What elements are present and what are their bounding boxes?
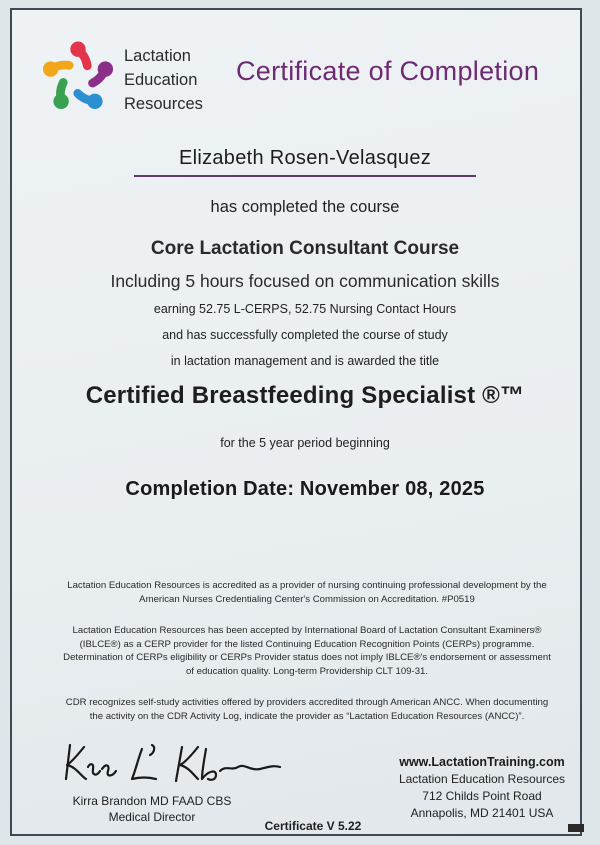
- awarded-line: in lactation management and is awarded the title: [170, 354, 440, 368]
- awarded-title: Certified Breastfeeding Specialist ®™: [85, 382, 525, 409]
- completed-line: has completed the course: [210, 198, 400, 216]
- people-circle-logo-icon: [30, 30, 126, 126]
- address-block: [382, 754, 582, 822]
- logo-figure: [78, 93, 103, 109]
- fine-print-line: American Nurses Credentialing Center's Commission on Accreditation. #P0519: [139, 593, 475, 605]
- address-city: Annapolis, MD 21401 USA: [410, 806, 554, 820]
- certificate-title: Certificate of Completion: [236, 56, 540, 86]
- iblce-accreditation-text: [42, 624, 572, 678]
- fine-print-line: of education quality. Long-term Providership CLT 109-31.: [185, 665, 429, 677]
- signatory-name: Kirra Brandon MD FAAD CBS: [72, 794, 232, 808]
- org-name: [124, 44, 234, 116]
- completion-date: Completion Date: November 08, 2025: [125, 478, 485, 500]
- org-name-line: Resources: [124, 95, 203, 113]
- fine-print-line: the activity on the CDR Activity Log, indicate the provider as “Lactation Education Resources (ANCC)”.: [89, 710, 525, 722]
- corner-mark: [568, 824, 584, 832]
- credits-line: earning 52.75 L-CERPS, 52.75 Nursing Contact Hours: [153, 302, 457, 316]
- website-link[interactable]: www.LactationTraining.com: [399, 755, 565, 769]
- certificate-version: Certificate V 5.22: [264, 819, 362, 833]
- address-org: Lactation Education Resources: [398, 772, 566, 786]
- fine-print-line: (IBLCE®) as a CERP provider for the listed Continuing Education Recognition Points (CERPs) programme.: [79, 638, 535, 650]
- period-line: for the 5 year period beginning: [220, 436, 390, 450]
- cdr-text: [42, 696, 572, 723]
- study-line: and has successfully completed the course of study: [162, 328, 448, 342]
- org-name-line: Lactation: [124, 47, 191, 65]
- handwritten-signature-icon: [56, 737, 286, 787]
- logo-figure: [53, 82, 68, 109]
- certificate-page: [10, 8, 582, 836]
- fine-print-line: Determination of CERPs eligibility or CERPs Provider status does not imply IBLCE®'s endorsement or assessment: [63, 652, 551, 663]
- address-street: 712 Childs Point Road: [422, 789, 542, 803]
- ancc-accreditation-text: [42, 579, 572, 606]
- logo-figure: [43, 61, 69, 76]
- logo-figure: [70, 42, 87, 66]
- recipient-name: Elizabeth Rosen-Velasquez: [178, 147, 432, 169]
- logo-figure: [92, 61, 113, 83]
- fine-print-line: CDR recognizes self-study activities offered by providers accredited through American ANCC. When documenting: [65, 697, 549, 708]
- course-note: Including 5 hours focused on communication skills: [110, 271, 500, 291]
- course-name: Core Lactation Consultant Course: [150, 238, 460, 259]
- org-name-line: Education: [124, 71, 198, 89]
- signatory-block: [42, 793, 262, 825]
- fine-print-line: Lactation Education Resources has been accepted by International Board of Lactation Consultant Examiners®: [72, 625, 542, 636]
- recipient-underline: [134, 175, 476, 177]
- signatory-role: Medical Director: [108, 810, 196, 824]
- fine-print-line: Lactation Education Resources is accredited as a provider of nursing continuing professional development by the: [67, 580, 547, 591]
